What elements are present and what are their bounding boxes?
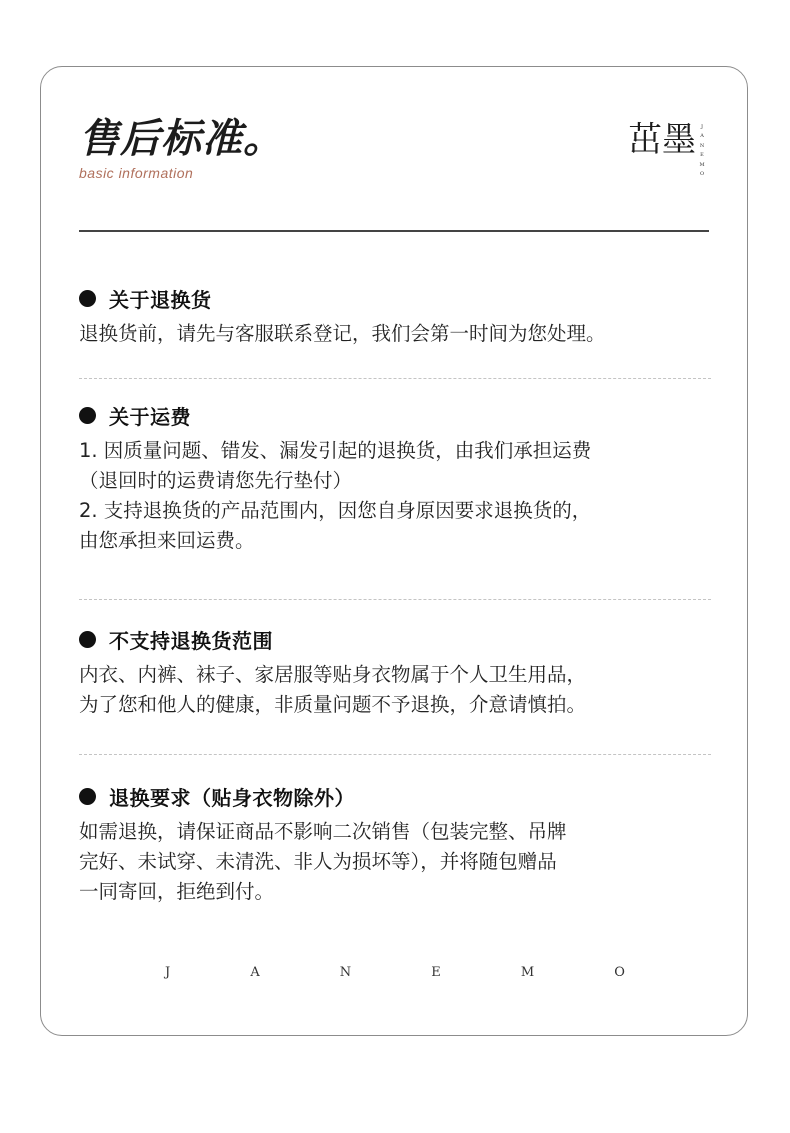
footer-letter: J: [165, 965, 171, 980]
section-line: 完好、未试穿、未清洗、非人为损坏等），并将随包赠品: [79, 850, 557, 873]
section-exclusions: [79, 624, 719, 720]
page-title: 售后标准。: [79, 115, 284, 162]
section-body: [79, 660, 719, 720]
header-divider: [79, 230, 709, 232]
footer-letter: O: [614, 965, 625, 980]
brand-logo-mark: [698, 125, 706, 177]
section-body: [79, 817, 719, 907]
bullet-icon: [79, 788, 96, 805]
footer-letter: A: [250, 965, 260, 980]
brand-logo-letter: M: [699, 161, 705, 168]
section-exchange: [79, 283, 719, 349]
section-body: [79, 436, 719, 556]
brand-logo-letter: A: [700, 133, 704, 140]
bullet-icon: [79, 407, 96, 424]
brand-footer: [165, 965, 625, 980]
section-line: 一同寄回，拒绝到付。: [79, 880, 275, 903]
section-line: 退换货前，请先与客服联系登记，我们会第一时间为您处理。: [79, 322, 606, 345]
section-heading: [79, 624, 719, 654]
section-requirements: [79, 781, 719, 907]
brand-logo-char: 茁: [628, 120, 662, 160]
brand-logo-letter: E: [700, 152, 704, 159]
section-line: 为了您和他人的健康，非质量问题不予退换，介意请慎拍。: [79, 693, 587, 716]
section-line: （退回时的运费请您先行垫付）: [79, 469, 353, 492]
section-line: 由您承担来回运费。: [79, 529, 255, 552]
section-heading: [79, 400, 719, 430]
section-title: 关于运费: [109, 404, 191, 429]
section-divider: [79, 599, 711, 600]
section-shipping: [79, 400, 719, 556]
section-line: 2. 支持退换货的产品范围内，因您自身原因要求退换货的，: [79, 499, 592, 522]
section-divider: [79, 754, 711, 755]
bullet-icon: [79, 290, 96, 307]
after-sales-card: [40, 66, 748, 1036]
section-heading: [79, 283, 719, 313]
section-heading: [79, 781, 719, 811]
brand-logo: [628, 120, 712, 183]
brand-logo-letter: J: [700, 124, 703, 130]
brand-logo-char: 墨: [662, 120, 696, 160]
footer-letter: N: [339, 965, 352, 980]
page-subtitle: basic information: [79, 165, 194, 181]
section-divider: [79, 378, 711, 379]
section-title: 退换要求（贴身衣物除外）: [109, 785, 355, 810]
footer-letter: E: [431, 965, 441, 980]
brand-logo-cn: [628, 120, 696, 160]
brand-logo-letter: O: [699, 170, 705, 177]
bullet-icon: [79, 631, 96, 648]
section-body: [79, 319, 719, 349]
section-line: 内衣、内裤、袜子、家居服等贴身衣物属于个人卫生用品，: [79, 663, 587, 686]
section-title: 关于退换货: [109, 287, 212, 312]
section-line: 如需退换，请保证商品不影响二次销售（包装完整、吊牌: [79, 820, 567, 843]
footer-letter: M: [520, 965, 535, 980]
brand-logo-letter: N: [699, 142, 705, 149]
section-line: 1. 因质量问题、错发、漏发引起的退换货，由我们承担运费: [79, 439, 592, 462]
section-title: 不支持退换货范围: [109, 628, 273, 653]
